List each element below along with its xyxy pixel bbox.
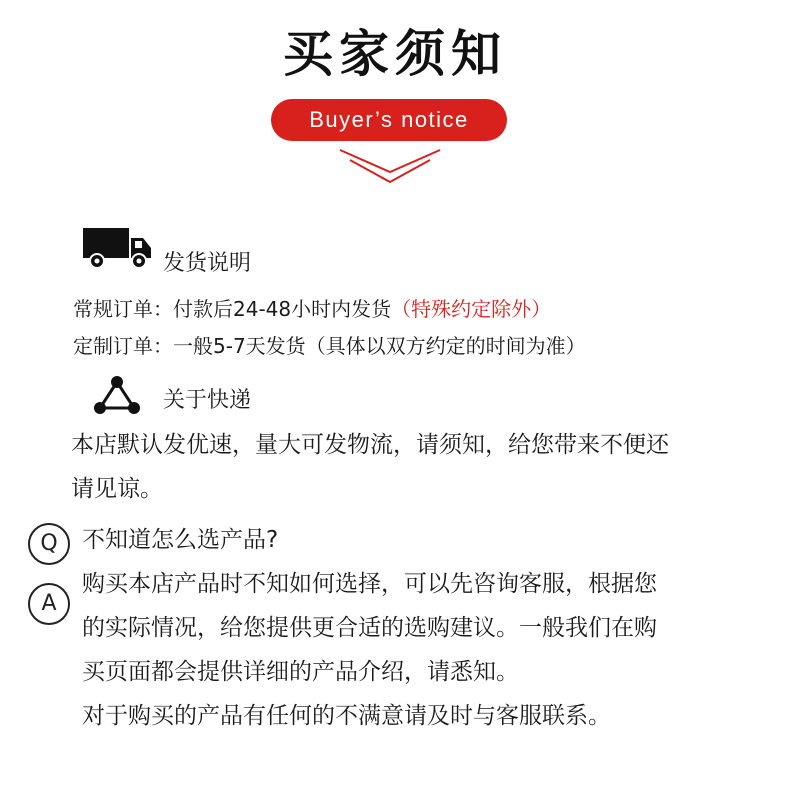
faq-answer [82,562,762,738]
question-mark-circle: Q [28,523,70,565]
express-line: 本店默认发优速，量大可发物流，请须知，给您带来不便还 [71,432,669,458]
regular-order-note: （特殊约定除外） [391,297,552,321]
share-triangle-icon [94,375,140,415]
express-paragraph [71,423,771,511]
answer-line: 的实际情况，给您提供更合适的选购建议。一般我们在购 [82,615,657,641]
answer-line: 购买本店产品时不知如何选择，可以先咨询客服，根据您 [82,571,657,597]
answer-line: 买页面都会提供详细的产品介绍，请悉知。 [82,659,519,685]
truck-icon [83,226,153,270]
double-chevron-down-icon [338,146,442,188]
shipping-heading: 发货说明 [163,251,252,276]
custom-order-line: 定制订单：一般5-7天发货（具体以双方约定的时间为准） [73,334,586,358]
answer-mark-circle: A [28,583,70,625]
buyers-notice-badge: Buyer’s notice [271,99,507,141]
answer-line: 对于购买的产品有任何的不满意请及时与客服联系。 [82,703,611,729]
regular-order-line [73,293,551,322]
faq-question: 不知道怎么选产品? [82,527,279,553]
express-line: 请见谅。 [71,476,163,502]
regular-order-text: 常规订单：付款后24-48小时内发货 [73,297,392,321]
page-title: 买家须知 [283,25,507,83]
express-heading: 关于快递 [163,388,252,413]
